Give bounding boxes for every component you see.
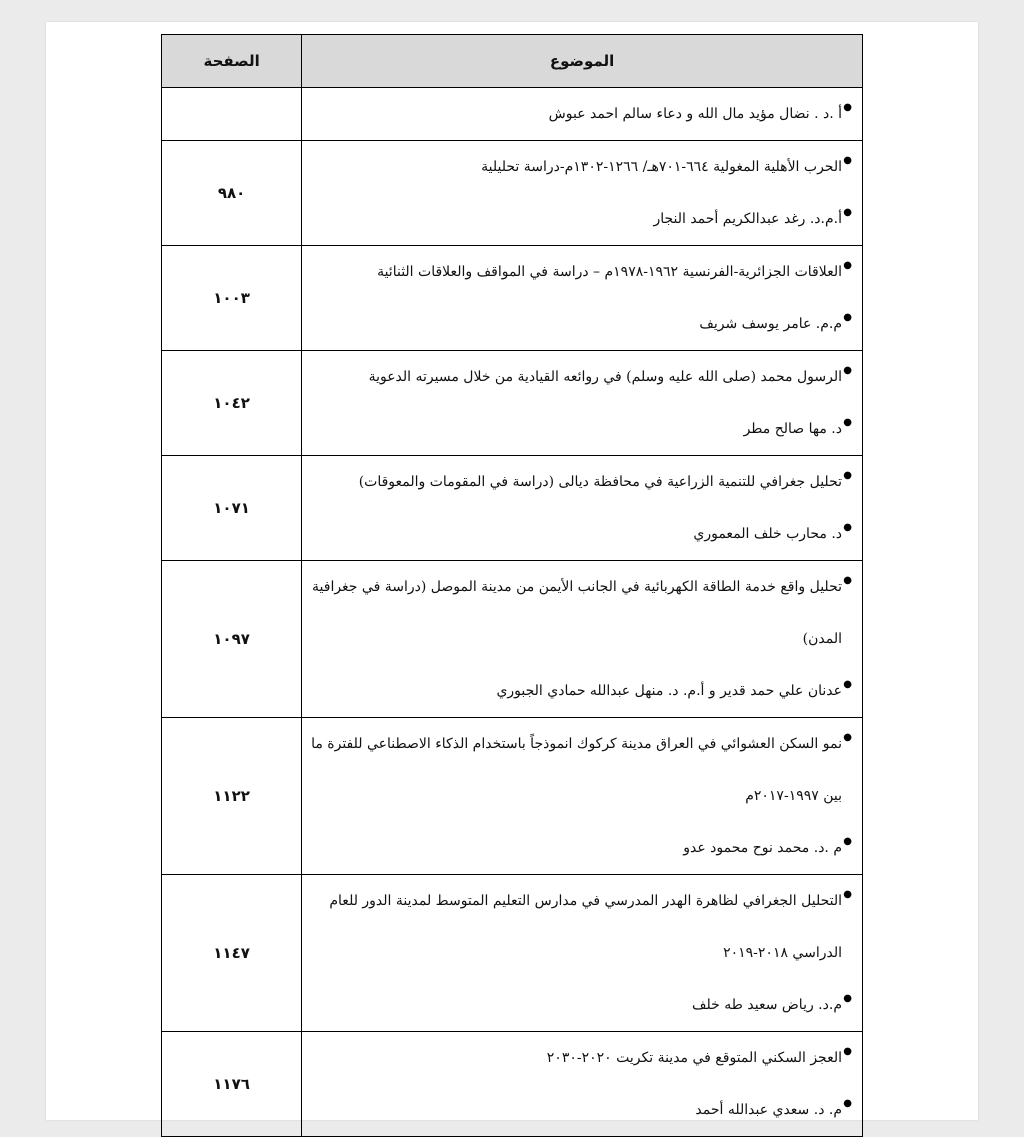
entry-title: تحليل واقع خدمة الطاقة الكهربائية في الجانب الأيمن من مدينة الموصل (دراسة في جغرافية المدن)	[312, 579, 842, 647]
topic-cell	[302, 141, 863, 246]
list-item	[308, 456, 852, 508]
topic-cell	[302, 88, 863, 141]
entry-authors: م.د. رياض سعيد طه خلف	[692, 997, 842, 1013]
entry-title: نمو السكن العشوائي في العراق مدينة كركوك انموذجاً باستخدام الذكاء الاصطناعي للفترة ما بين ١٩٩٧-٢٠١٧م	[311, 736, 842, 804]
list-item	[308, 822, 852, 874]
bullet-icon: ●	[843, 1098, 852, 1109]
entry-authors: م .د. محمد نوح محمود عدو	[683, 840, 842, 856]
list-item	[308, 1084, 852, 1136]
entry-title: الرسول محمد (صلى الله عليه وسلم) في روائعه القيادية من خلال مسيرته الدعوية	[368, 369, 842, 385]
table-row	[162, 456, 863, 561]
topic-cell	[302, 1032, 863, 1137]
table-row	[162, 246, 863, 351]
bullet-icon: ●	[843, 470, 852, 481]
bullet-icon: ●	[843, 207, 852, 218]
list-item	[308, 508, 852, 560]
list-item	[308, 351, 852, 403]
list-item	[308, 561, 852, 665]
bullet-icon: ●	[843, 679, 852, 690]
list-item	[308, 246, 852, 298]
bullet-icon: ●	[843, 836, 852, 847]
table-row	[162, 351, 863, 456]
table-row	[162, 718, 863, 875]
topic-cell	[302, 718, 863, 875]
bullet-icon: ●	[843, 522, 852, 533]
bullet-icon: ●	[843, 732, 852, 743]
entry-authors: أ .د . نضال مؤيد مال الله و دعاء سالم احمد عبوش	[548, 106, 842, 122]
entry-authors: م. د. سعدي عبدالله أحمد	[695, 1102, 842, 1118]
bullet-icon: ●	[843, 365, 852, 376]
page-number: ١٠٩٧	[162, 561, 302, 718]
entry-title: العجز السكني المتوقع في مدينة تكريت ٢٠٢٠-٢٠٣٠	[546, 1050, 842, 1066]
topic-cell	[302, 456, 863, 561]
page-number: ١٠٧١	[162, 456, 302, 561]
list-item	[308, 141, 852, 193]
document-page	[46, 22, 978, 1120]
list-item	[308, 193, 852, 245]
entry-title: الحرب الأهلية المغولية ٦٦٤-٧٠١هـ/ ١٢٦٦-١٣٠٢م-دراسة تحليلية	[481, 159, 842, 175]
table-row	[162, 88, 863, 141]
table-of-contents	[161, 34, 863, 1137]
page-number	[162, 88, 302, 141]
entry-authors: د. محارب خلف المعموري	[693, 526, 842, 542]
page-number: ٩٨٠	[162, 141, 302, 246]
entry-title: العلاقات الجزائرية-الفرنسية ١٩٦٢-١٩٧٨م – دراسة في المواقف والعلاقات الثنائية	[377, 264, 842, 280]
bullet-icon: ●	[843, 889, 852, 900]
page-number: ١١٧٦	[162, 1032, 302, 1137]
table-row	[162, 561, 863, 718]
bullet-icon: ●	[843, 417, 852, 428]
table-row	[162, 1032, 863, 1137]
entry-title: التحليل الجغرافي لظاهرة الهدر المدرسي في مدارس التعليم المتوسط لمدينة الدور للعام الدراسي ٢٠١٨-٢٠١٩	[329, 893, 842, 961]
list-item	[308, 875, 852, 979]
page-number: ١١٤٧	[162, 875, 302, 1032]
list-item	[308, 718, 852, 822]
bullet-icon: ●	[843, 155, 852, 166]
table-row	[162, 141, 863, 246]
topic-cell	[302, 246, 863, 351]
topic-cell	[302, 561, 863, 718]
list-item	[308, 403, 852, 455]
entry-authors: أ.م.د. رغد عبدالكريم أحمد النجار	[653, 211, 842, 227]
list-item	[308, 979, 852, 1031]
bullet-icon: ●	[843, 312, 852, 323]
page-number: ١١٢٢	[162, 718, 302, 875]
topic-cell	[302, 875, 863, 1032]
header-page: الصفحة	[162, 35, 302, 88]
header-topic: الموضوع	[302, 35, 863, 88]
bullet-icon: ●	[843, 102, 852, 113]
list-item	[308, 88, 852, 140]
topic-cell	[302, 351, 863, 456]
bullet-icon: ●	[843, 260, 852, 271]
bullet-icon: ●	[843, 575, 852, 586]
bullet-icon: ●	[843, 1046, 852, 1057]
list-item	[308, 1032, 852, 1084]
page-number: ١٠٠٣	[162, 246, 302, 351]
table-row	[162, 875, 863, 1032]
entry-authors: د. مها صالح مطر	[743, 421, 842, 437]
entry-title: تحليل جغرافي للتنمية الزراعية في محافظة ديالى (دراسة في المقومات والمعوقات)	[358, 474, 842, 490]
table-header-row	[162, 35, 863, 88]
list-item	[308, 298, 852, 350]
list-item	[308, 665, 852, 717]
entry-authors: عدنان علي حمد قدير و أ.م. د. منهل عبدالله حمادي الجبوري	[496, 683, 842, 699]
page-number: ١٠٤٢	[162, 351, 302, 456]
entry-authors: م.م. عامر يوسف شريف	[699, 316, 842, 332]
bullet-icon: ●	[843, 993, 852, 1004]
